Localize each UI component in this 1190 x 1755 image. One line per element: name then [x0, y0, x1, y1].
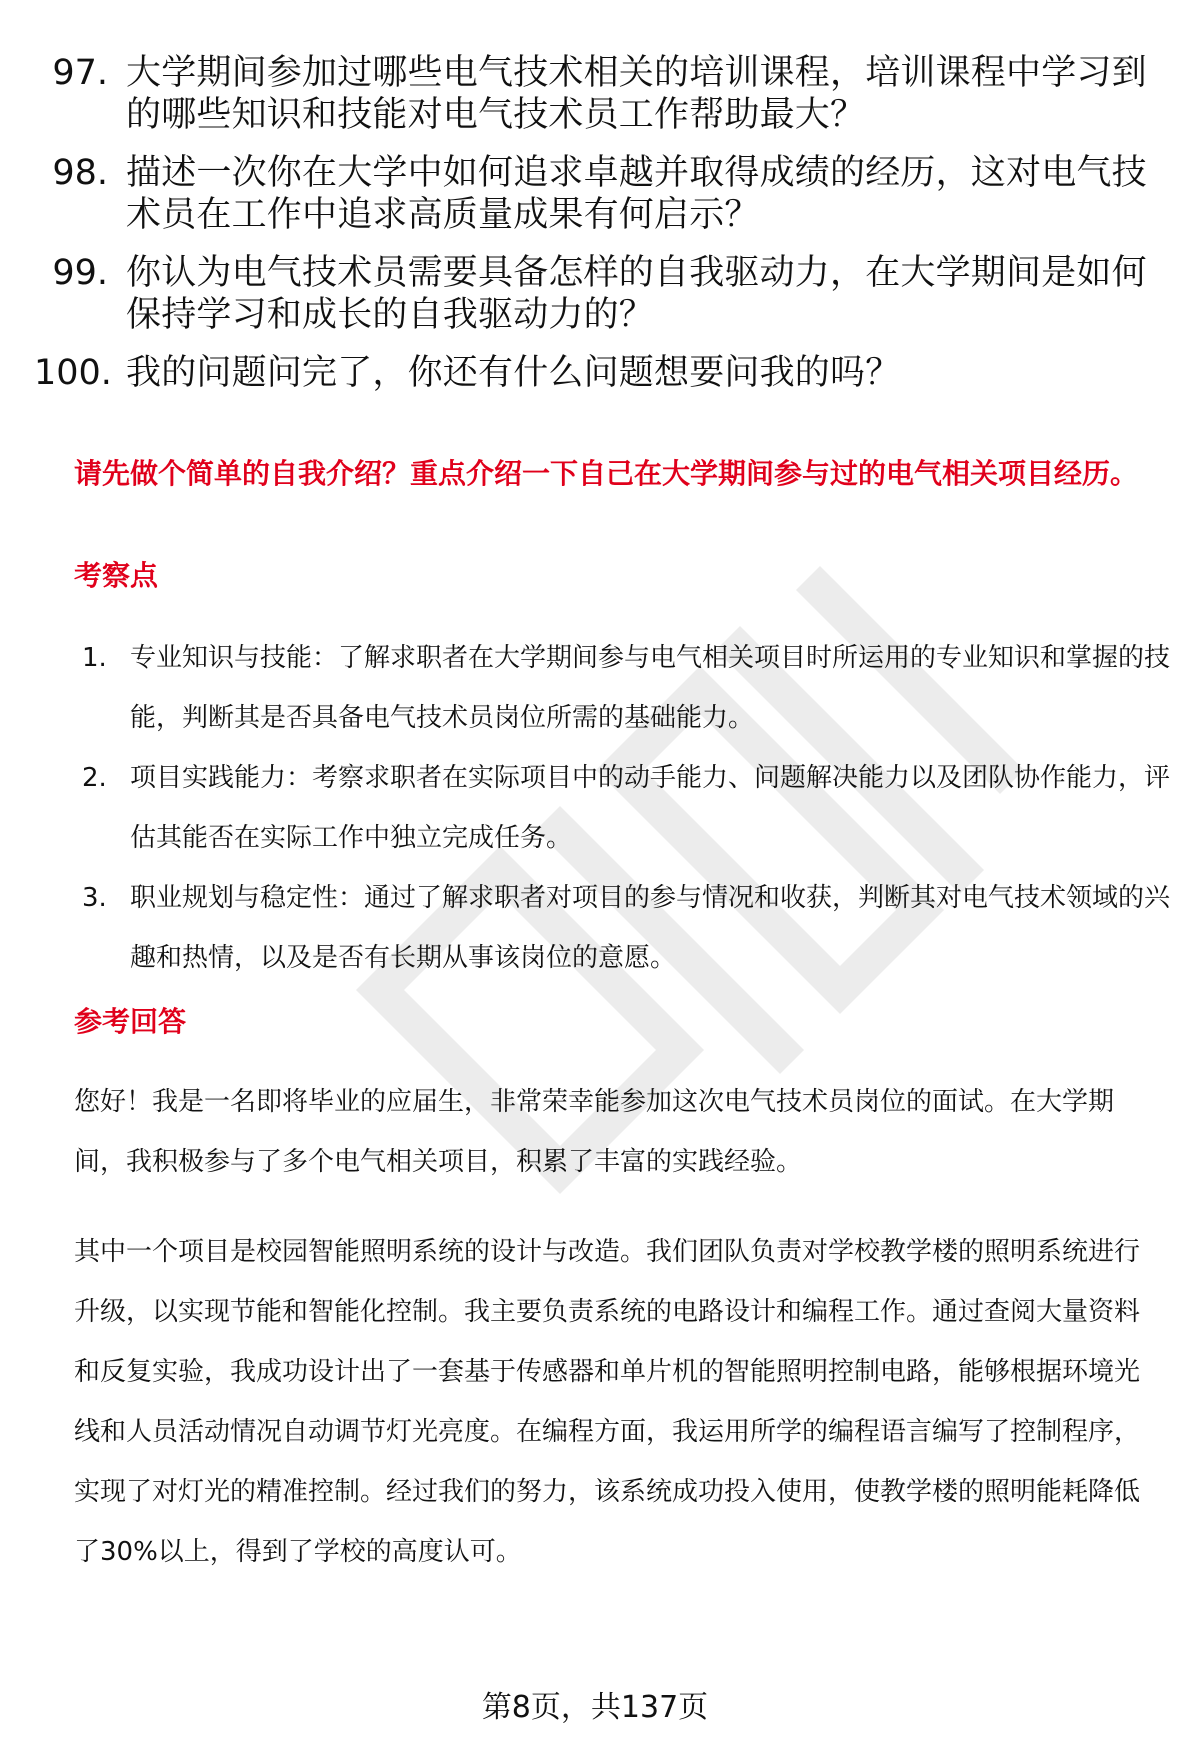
list-item-number: 3.: [82, 883, 107, 913]
question-number: 98.: [52, 153, 108, 193]
list-item: [82, 628, 1172, 748]
answer-paragraph: 其中一个项目是校园智能照明系统的设计与改造。我们团队负责对学校教学楼的照明系统进行升级，以实现节能和智能化控制。我主要负责系统的电路设计和编程工作。通过查阅大量资料和反复实验，我成功设计出了一套基于传感器和单片机的智能照明控制电路，能够根据环境光线和人员活动情况自动调节灯光亮度。在编程方面，我运用所学的编程语言编写了控制程序，实现了对灯光的精准控制。经过我们的努力，该系统成功投入使用，使教学楼的照明能耗降低了30%以上，得到了学校的高度认可。: [74, 1237, 1141, 1567]
question-item: [34, 52, 1154, 136]
question-item: [34, 252, 1154, 336]
question-text: 大学期间参加过哪些电气技术相关的培训课程，培训课程中学习到的哪些知识和技能对电气技术员工作帮助最大？: [126, 53, 1147, 135]
list-item-text: 职业规划与稳定性：通过了解求职者对项目的参与情况和收获，判断其对电气技术领域的兴趣和热情，以及是否有长期从事该岗位的意愿。: [130, 883, 1171, 973]
list-item-number: 2.: [82, 763, 107, 793]
question-text: 我的问题问完了，你还有什么问题想要问我的吗？: [126, 353, 901, 393]
list-item-text: 项目实践能力：考察求职者在实际项目中的动手能力、问题解决能力以及团队协作能力，评估其能否在实际工作中独立完成任务。: [130, 763, 1171, 853]
list-item: [82, 748, 1172, 868]
points-heading: 考察点: [74, 559, 159, 592]
list-item: [82, 868, 1172, 988]
question-item: [34, 352, 1154, 394]
list-item-number: 1.: [82, 643, 107, 673]
answer-paragraph: 您好！我是一名即将毕业的应届生，非常荣幸能参加这次电气技术员岗位的面试。在大学期间，我积极参与了多个电气相关项目，积累了丰富的实践经验。: [74, 1087, 1115, 1177]
question-number: 99.: [52, 253, 108, 293]
question-number: 100.: [34, 353, 112, 393]
question-list: [34, 52, 1154, 410]
question-item: [34, 152, 1154, 236]
list-item-text: 专业知识与技能：了解求职者在大学期间参与电气相关项目时所运用的专业知识和掌握的技能，判断其是否具备电气技术员岗位所需的基础能力。: [130, 643, 1171, 733]
question-text: 描述一次你在大学中如何追求卓越并取得成绩的经历，这对电气技术员在工作中追求高质量成果有何启示？: [126, 153, 1147, 235]
answer-heading: 参考回答: [74, 1005, 187, 1038]
page-footer: 第8页，共137页: [481, 1690, 709, 1725]
question-text: 你认为电气技术员需要具备怎样的自我驱动力，在大学期间是如何保持学习和成长的自我驱动力的？: [126, 253, 1147, 335]
question-number: 97.: [52, 53, 108, 93]
featured-question-heading: 请先做个简单的自我介绍？重点介绍一下自己在大学期间参与过的电气相关项目经历。: [74, 457, 1139, 490]
assessment-points-list: [82, 628, 1172, 988]
